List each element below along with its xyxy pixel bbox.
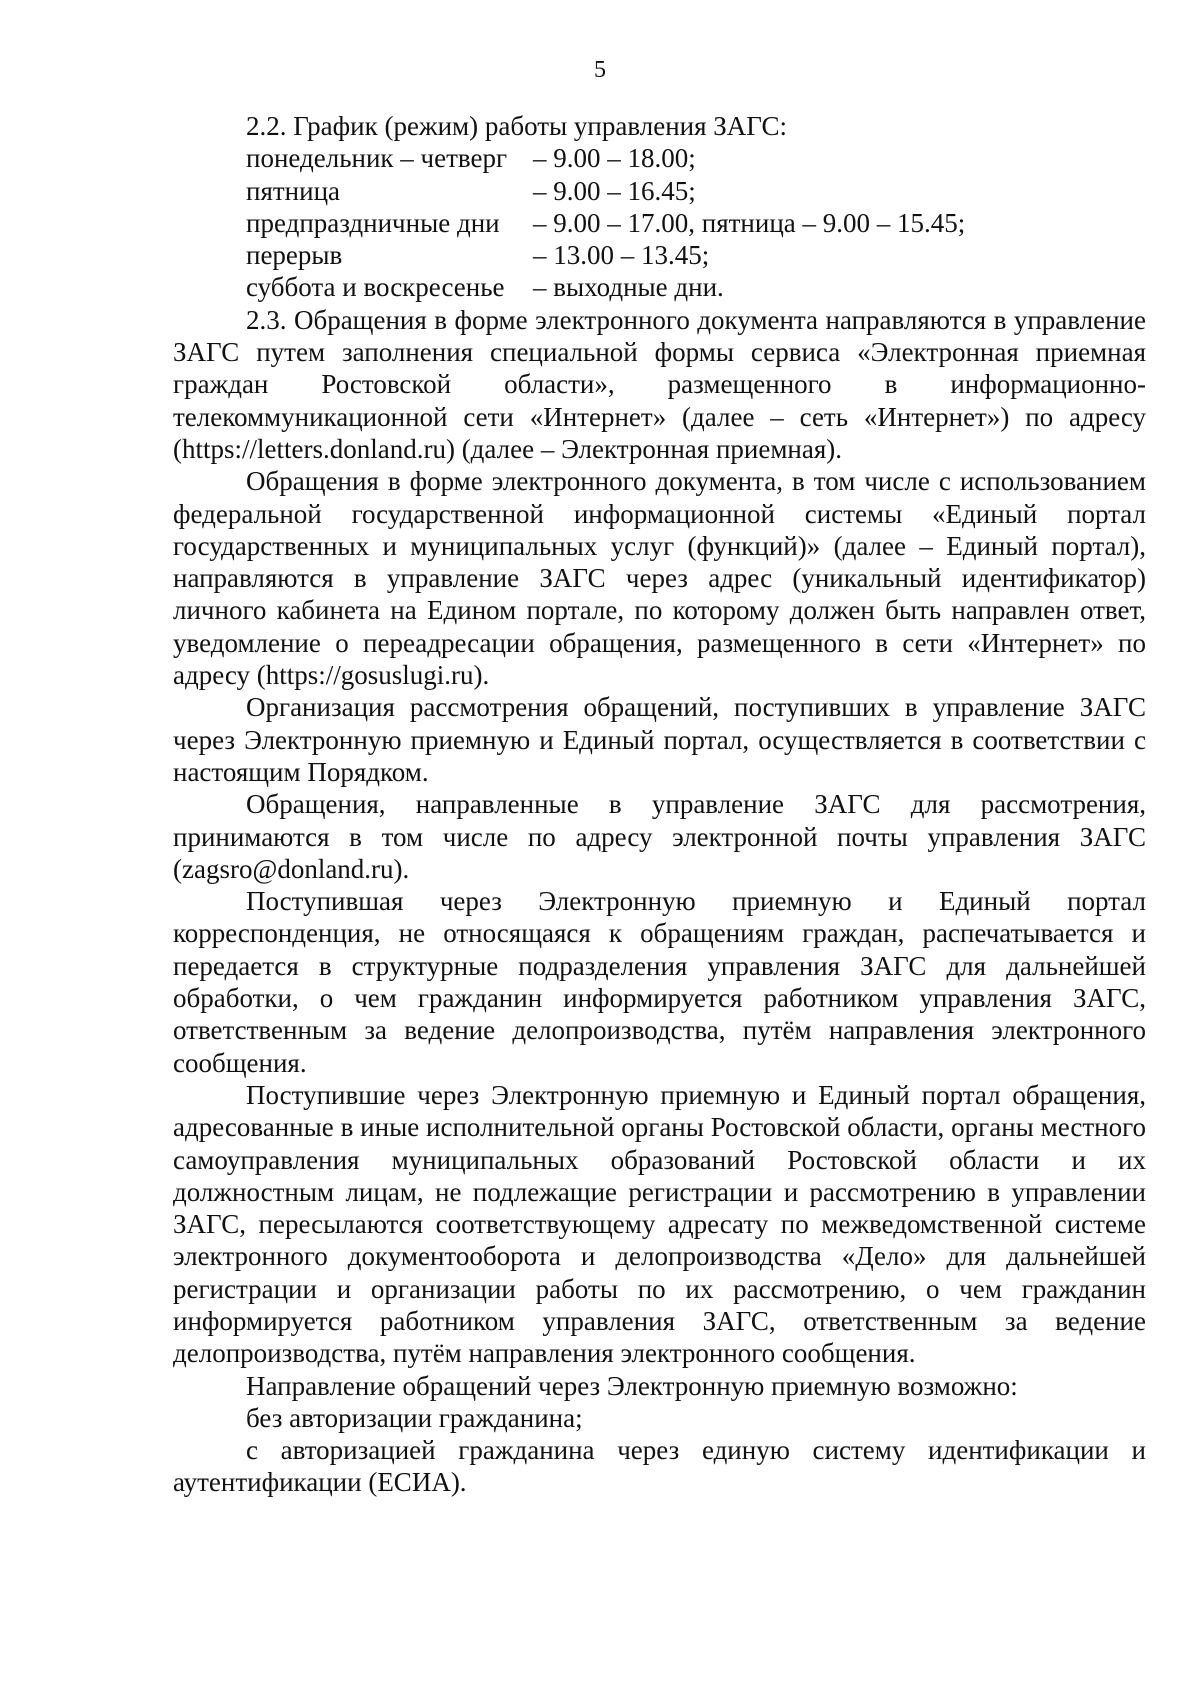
schedule-time: – 9.00 – 17.00, пятница – 9.00 – 15.45; xyxy=(533,207,966,238)
schedule-row xyxy=(246,239,1146,271)
paragraph-correspondence: Поступившая через Электронную приемную и Единый портал корреспонденция, не относящаяся к обращениям граждан, распечатывается и передается в структурные подразделения управления ЗАГС для дальнейшей обработки, о чем гражданин информируется работником управления ЗАГС, ответственным за ведение делопроизводства, путём направления электронного сообщения. xyxy=(173,886,1146,1078)
schedule-time: – выходные дни. xyxy=(533,272,724,303)
paragraph-electronic-reception: 2.3. Обращения в форме электронного документа направляются в управление ЗАГС путем заполнения специальной формы сервиса «Электронная приемная граждан Ростовской области», размещенного в информационно-телекоммуникационной сети «Интернет» (далее – сеть «Интернет») по адресу (https://letters.donland.ru) (далее – Электронная приемная). xyxy=(173,304,1146,464)
schedule-time: – 13.00 – 13.45; xyxy=(533,240,710,271)
schedule-row xyxy=(246,207,1146,239)
paragraph-organization: Организация рассмотрения обращений, поступивших в управление ЗАГС через Электронную приемную и Единый портал, осуществляется в соответствии с настоящим Порядком. xyxy=(173,692,1146,787)
schedule-row xyxy=(246,175,1146,207)
schedule-title: 2.2. График (режим) работы управления ЗАГС: xyxy=(246,111,788,141)
paragraph-submission-options: Направление обращений через Электронную приемную возможно: xyxy=(246,1370,1018,1401)
schedule-time: – 9.00 – 16.45; xyxy=(533,175,696,206)
schedule-time: – 9.00 – 18.00; xyxy=(533,143,696,174)
paragraph-without-auth: без авторизации гражданина; xyxy=(246,1402,583,1433)
document-body xyxy=(173,110,1146,1499)
paragraph-forwarding: Поступившие через Электронную приемную и Единый портал обращения, адресованные в иные исполнительной органы Ростовской области, органы местного самоуправления муниципальных образований Ростовской области и их должностным лицам, не подлежащие регистрации и рассмотрению в управлении ЗАГС, пересылаются соответствующему адресату по межведомственной системе электронного документооборота и делопроизводства «Дело» для дальнейшей регистрации и организации работы по их рассмотрению, о чем гражданин информируется работником управления ЗАГС, ответственным за ведение делопроизводства, путём направления электронного сообщения. xyxy=(173,1079,1146,1369)
work-schedule xyxy=(173,110,1146,304)
schedule-day: предпраздничные дни xyxy=(246,207,500,238)
schedule-row xyxy=(246,271,1146,303)
schedule-day: понедельник – четверг xyxy=(246,143,508,174)
paragraph-with-auth: с авторизацией гражданина через единую систему идентификации и аутентификации (ЕСИА). xyxy=(173,1435,1146,1498)
schedule-row xyxy=(246,142,1146,174)
schedule-day: суббота и воскресенье xyxy=(246,272,505,303)
paragraph-email: Обращения, направленные в управление ЗАГС для рассмотрения, принимаются в том числе по адресу электронной почты управления ЗАГС (zagsro@donland.ru). xyxy=(173,789,1146,884)
schedule-day: пятница xyxy=(246,175,340,206)
paragraph-unified-portal: Обращения в форме электронного документа, в том числе с использованием федеральной государственной информационной системы «Единый портал государственных и муниципальных услуг (функций)» (далее – Единый портал), направляются в управление ЗАГС через адрес (уникальный идентификатор) личного кабинета на Едином портале, по которому должен быть направлен ответ, уведомление о переадресации обращения, размещенного в сети «Интернет» по адресу (https://gosuslugi.ru). xyxy=(173,466,1146,691)
page-number: 5 xyxy=(594,57,606,83)
schedule-day: перерыв xyxy=(246,240,343,271)
